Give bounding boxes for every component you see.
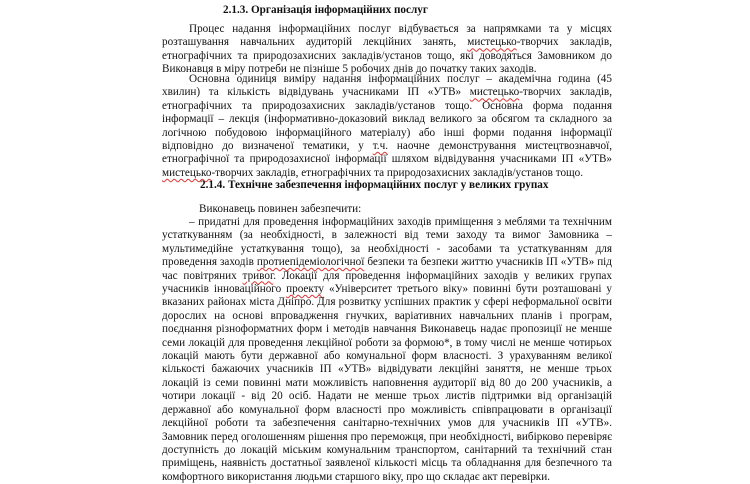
spellcheck-word: мистецько xyxy=(162,166,212,179)
paragraph-process: Процес надання інформаційних послуг відбувається за напрямками та у місцях розташування навчальних аудиторій лекційних занять, мистецько-творчих закладів, етнографічних та природозахисних закладів/установ тощо, які доводяться Замовником до Виконавця в міру потреби не пізніше 5 робочих днів до початку таких заходів. xyxy=(162,23,612,76)
spellcheck-word: мистецько xyxy=(467,36,517,49)
bullet-premises: – придатні для проведення інформаційних заходів приміщення з меблями та технічним устаткуванням (за необхідності, в залежності від теми заходу та вимог Замовника – мультимедійне устаткування тощо), за необхідності - засобами та устаткуванням для проведення заходів протиепідеміологічної безпеки та безпеки життю учасників ІП «УТВ» під час повітряних тривог. Локації для проведення інформаційних заходів у великих групах учасників інноваційного проекту «Університет третього віку» повинні бути розташовані у вказаних районах міста Дніпро. Для розвитку успішних практик у сфері неформальної освіти дорослих на основі впровадження гнучких, варіативних навчальних планів і програм, поєднання різноформатних форм і методів навчання Виконавець надає пропозиції не менше семи локацій для проведення лекційної роботи за формою*, в тому числі не менше чотирьох локацій мають бути державної або комунальної форм власності. З урахуванням великої кількості бажаючих учасників ІП «УТВ» відвідувати лекційні заняття, не менше трьох локацій із семи повинні мати можливість наповнення аудиторії від 80 до 200 учасників, а чотири локації - від 20 осіб. Надати не менше трьох листів підтримки від організацій державної або комунальної форм власності про можливість співпрацювати в організації лекційної роботи та забезпечення санітарно-технічних умов для учасників ІП «УТВ». Замовник перед оголошенням рішення про переможця, при необхідності, вибірково перевіряє доступність до локацій міським комунальним транспортом, санітарний та технічний стан приміщень, наявність достатньої заявленої кількості місць та обладнання для безпечного та комфортного використання людьми старшого віку, про що складає акт перевірки. xyxy=(162,216,612,483)
spellcheck-word: проекту xyxy=(286,283,325,296)
spellcheck-word: тривог xyxy=(242,269,274,282)
intro-line: Виконавець повинен забезпечити: xyxy=(199,203,362,215)
spellcheck-word: мистецько xyxy=(469,86,520,99)
section-heading-2-1-4: 2.1.4. Технічне забезпечення інформаційних послуг у великих групах xyxy=(200,179,549,191)
paragraph-unit-of-measure: Основна одиниця виміру надання інформаційних послуг – академічна година (45 хвилин) та кількість відвідувань учасниками ІП «УТВ» мистецько-творчих закладів, етнографічних та природозахисних закладів/установ тощо. Основна форма подання інформації – лекція (інформативно-доказовий виклад великого за обсягом та складного за логічною побудовою інформаційного матеріалу) або інші форми подання інформації відповідно до визначеної тематики, у т.ч. наочне демонстрування мистецтвознавчої, етнографічної та природозахисної інформації шляхом відвідування учасниками ІП «УТВ» мистецько-творчих закладів, етнографічних та природозахисних закладів/установ тощо. xyxy=(162,73,613,179)
spellcheck-word: т.ч. xyxy=(372,140,389,153)
section-heading-2-1-3: 2.1.3. Організація інформаційних послуг xyxy=(223,4,428,16)
spellcheck-word: протиепідеміологічної xyxy=(256,256,365,269)
